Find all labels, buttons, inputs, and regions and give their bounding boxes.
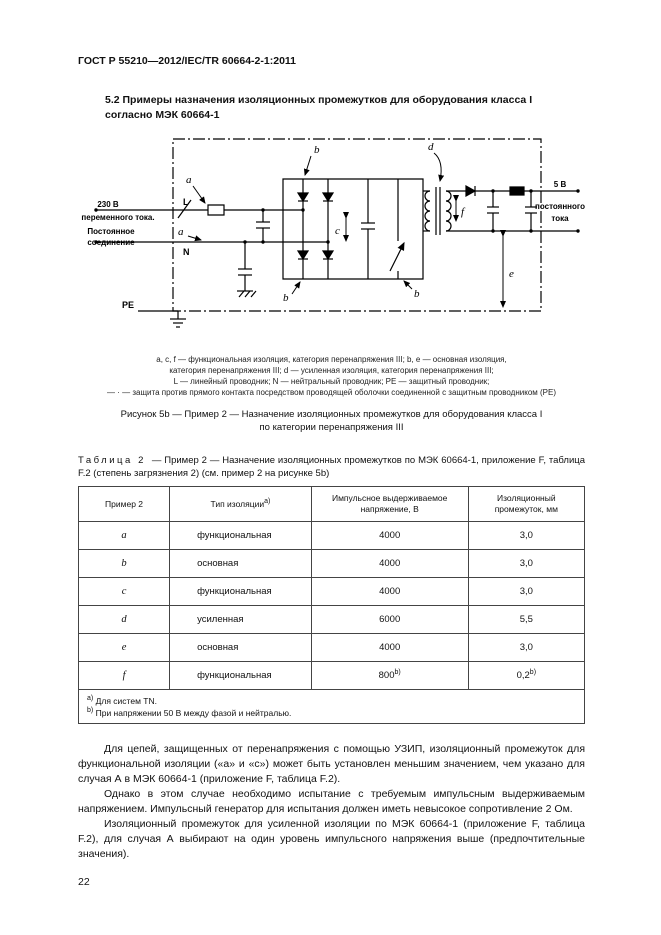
page-number: 22 (78, 876, 90, 888)
example-cell: a (79, 522, 170, 550)
insulation-type-cell: усиленная (170, 606, 312, 634)
gap-label-a: a (186, 174, 192, 186)
example-cell: e (79, 634, 170, 662)
gap-label-b: b (314, 144, 320, 156)
footnote-marker: а) (264, 497, 271, 505)
example-cell: f (79, 662, 170, 690)
footnote-marker: b) (529, 668, 537, 676)
table-caption (78, 454, 585, 480)
table-caption-text: — Пример 2 — Назначение изоляционных промежутков по МЭК 60664-1, приложение F, таблица F.2 (степень загрязнения 2) (см. пример 2 на рисунке 5b) (78, 455, 586, 479)
gap-label-b-2: b (283, 292, 289, 304)
table-2 (78, 486, 585, 724)
voltage-cell: 4000 (311, 550, 468, 578)
column-header-clearance: Изоляционный промежуток, мм (468, 487, 584, 522)
gap-label-d: d (428, 141, 434, 153)
section-heading: 5.2 Примеры назначения изоляционных промежутков для оборудования класса I согласно МЭК 60664-1 (105, 94, 533, 121)
table-row (79, 578, 585, 606)
input-voltage-label: 230 В (97, 200, 119, 209)
gap-label-c: c (335, 225, 340, 237)
footnote-marker: b) (394, 668, 401, 676)
clearance-cell: 0,2$^{b)}$ (468, 662, 584, 690)
circuit-wires (96, 179, 578, 327)
example-cell: c (79, 578, 170, 606)
clearance-cell: 3,0 (468, 578, 584, 606)
circuit-diagram (78, 131, 585, 346)
example-cell: d (79, 606, 170, 634)
transformer-primary-winding (425, 191, 430, 231)
figure-legend (78, 354, 585, 398)
column-header-example: Пример 2 (79, 487, 170, 522)
clearance-cell: 3,0 (468, 550, 584, 578)
output-dc-label: постоянного (535, 202, 585, 211)
table-header-row (79, 487, 585, 522)
figure-legend-line: — · — защита против прямого контакта посредством проводящей оболочки соединенной с защитным проводником (PE) (107, 388, 556, 397)
voltage-cell: 4000 (311, 634, 468, 662)
table-footnote: $^{а)}$ Для систем TN. (87, 694, 157, 706)
output-dc-label-2: тока (551, 214, 569, 223)
body-paragraph: Для цепей, защищенных от перенапряжения с помощью УЗИП, изоляционный промежуток для функциональной изоляции («а» и «с») может быть установлен меньшим значением, чем указано для случая А в МЭК 60664-1 (приложение F, таблица F.2). (78, 743, 585, 785)
figure-legend-line: категория перенапряжения III; d — усиленная изоляция, категория перенапряжения III; (169, 366, 494, 375)
page-header: ГОСТ Р 55210—2012/IEC/TR 60664-2-1:2011 (78, 55, 297, 67)
table-caption-label: Таблица 2 (78, 455, 146, 466)
voltage-cell: 800$^{b)}$ (311, 662, 468, 690)
input-connection-label: соединение (87, 238, 135, 247)
clearance-cell: 5,5 (468, 606, 584, 634)
table-row (79, 606, 585, 634)
enclosure-outline (173, 139, 541, 311)
table-row (79, 634, 585, 662)
body-paragraph: Изоляционный промежуток для усиленной изоляции по МЭК 60664-1 (приложение F, таблица F.2), для случая А выбирают на один уровень импульсного напряжения выше (предпочтительные значения). (78, 818, 585, 860)
insulation-type-cell: основная (170, 634, 312, 662)
figure-legend-line: a, c, f — функциональная изоляция, категория перенапряжения III; b, e — основная изоляция, (156, 355, 507, 364)
table-row (79, 522, 585, 550)
clearance-arrows (188, 153, 503, 307)
body-text (78, 742, 585, 862)
input-ac-label: переменного тока. (81, 213, 155, 222)
body-paragraph: Однако в этом случае необходимо испытание с требуемым импульсным выдерживаемым напряжением. Импульсный генератор для испытания должен иметь невысокое сопротивление 2 Ом. (78, 788, 585, 815)
neutral-conductor-label: N (183, 247, 190, 257)
gap-label-a-2: a (178, 226, 184, 238)
table-footnote-row (79, 690, 585, 724)
figure-5b (78, 131, 585, 346)
pe-label: PE (121, 300, 134, 310)
input-permanent-label: Постоянное (87, 227, 135, 236)
column-header-insulation-type: Тип изоляции$^{а)}$ (170, 487, 312, 522)
figure-legend-line: L — линейный проводник; N — нейтральный проводник; PE — защитный проводник; (173, 377, 490, 386)
table-row (79, 550, 585, 578)
insulation-type-cell: функциональная (170, 522, 312, 550)
clearance-cell: 3,0 (468, 522, 584, 550)
voltage-cell: 4000 (311, 578, 468, 606)
voltage-cell: 6000 (311, 606, 468, 634)
figure-caption-line: Рисунок 5b — Пример 2 — Назначение изоляционных промежутков для оборудования класса I (120, 409, 543, 420)
line-conductor-label: L (183, 197, 189, 207)
gap-label-e: e (509, 268, 514, 280)
insulation-type-cell: функциональная (170, 662, 312, 690)
insulation-type-cell: функциональная (170, 578, 312, 606)
table-footnotes (79, 690, 585, 724)
gap-label-b-3: b (414, 288, 420, 300)
figure-caption (78, 408, 585, 434)
table-row (79, 662, 585, 690)
voltage-cell: 4000 (311, 522, 468, 550)
output-voltage-label: 5 В (553, 180, 567, 189)
gap-label-f: f (461, 206, 465, 218)
table-footnote: $^{b)}$ При напряжении 50 В между фазой и нейтралью. (87, 706, 292, 718)
clearance-cell: 3,0 (468, 634, 584, 662)
example-cell: b (79, 550, 170, 578)
figure-caption-line: по категории перенапряжения III (259, 422, 404, 433)
transformer-secondary-winding (446, 191, 451, 231)
column-header-impulse-voltage: Импульсное выдерживаемое напряжение, В (311, 487, 468, 522)
insulation-type-cell: основная (170, 550, 312, 578)
